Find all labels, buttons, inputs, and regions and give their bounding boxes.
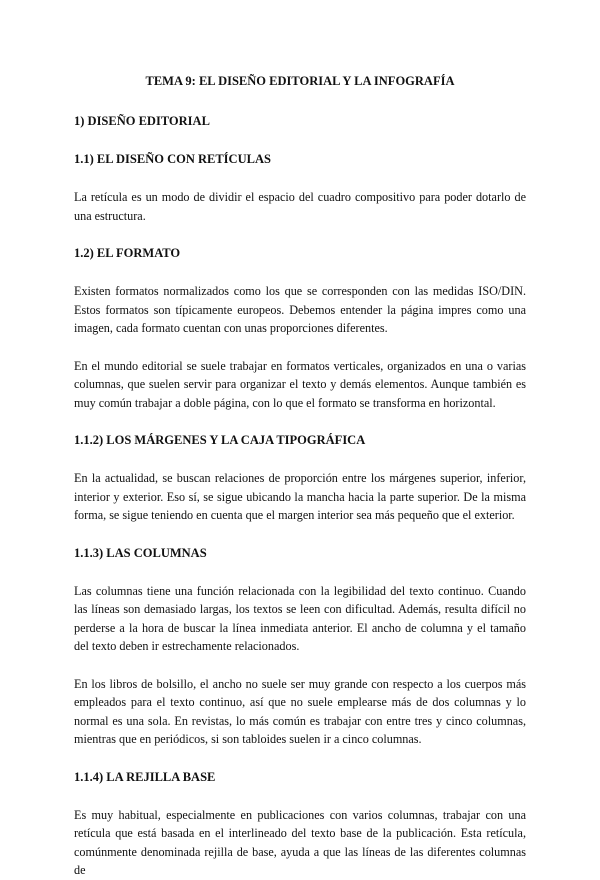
paragraph-formatos-normalizados: Existen formatos normalizados como los que se corresponden con las medidas ISO/DIN. Estos formatos son típicamente europeos. Debemos entender la página impres como una imagen, cada formato cuentan con unas proporciones diferentes. [74,284,526,335]
paragraph-reticula: La retícula es un modo de dividir el espacio del cuadro compositivo para poder dotarlo de una estructura. [74,190,526,223]
paragraph-mundo-editorial: En el mundo editorial se suele trabajar en formatos verticales, organizados en una o varias columnas, que suelen servir para organizar el texto y demás elementos. Aunque también es muy común trabajar a doble página, con lo que el formato se transforma en horizontal. [74,358,526,410]
section-heading-diseno-editorial: 1) DISEÑO EDITORIAL [74,114,210,128]
subheading-formato: 1.2) EL FORMATO [74,246,181,260]
subheading-rejilla-base: 1.1.4) LA REJILLA BASE [74,769,216,784]
subheading-columnas: 1.1.3) LAS COLUMNAS [74,545,207,560]
paragraph-legibilidad-columnas: Las columnas tiene una función relacionada con la legibilidad del texto continuo. Cuando las líneas son demasiado largas, los textos se leen con dificultad. Además, resulta difícil no perderse a la hora de buscar la línea inmediata anterior. El ancho de columna y el tamaño del texto deben ir estrechamente relacionados. [74,583,526,653]
paragraph-proporcion-margenes: En la actualidad, se buscan relaciones de proporción entre los márgenes superior, inferior, interior y exterior. Eso sí, se sigue ubicando la mancha hacia la parte superior. De la misma forma, se sigue teniendo en cuenta que el margen interior sea más pequeño que el exterior. [74,471,526,522]
document-title: TEMA 9: EL DISEÑO EDITORIAL Y LA INFOGRAFÍA [145,74,455,88]
paragraph-libros-bolsillo: En los libros de bolsillo, el ancho no suele ser muy grande con respecto a los cuerpos más empleados para el texto continuo, así que no suele emplearse más de dos columnas y lo normal es una sola. En revistas, lo más común es trabajar con entre tres y cinco columnas, mientras que en periódicos, si son tabloides suelen ir a cinco columnas. [74,676,526,746]
subheading-margenes: 1.1.2) LOS MÁRGENES Y LA CAJA TIPOGRÁFICA [74,433,366,447]
subheading-disenio-con-reticulas: 1.1) EL DISEÑO CON RETÍCULAS [74,152,271,166]
paragraph-rejilla-base: Es muy habitual, especialmente en publicaciones con varios columnas, trabajar con una retícula que está basada en el interlineado del texto base de la publicación. Esta retícula, comúnmente denominada rejilla de base, ayuda a que las líneas de las diferentes columnas de [74,807,526,877]
